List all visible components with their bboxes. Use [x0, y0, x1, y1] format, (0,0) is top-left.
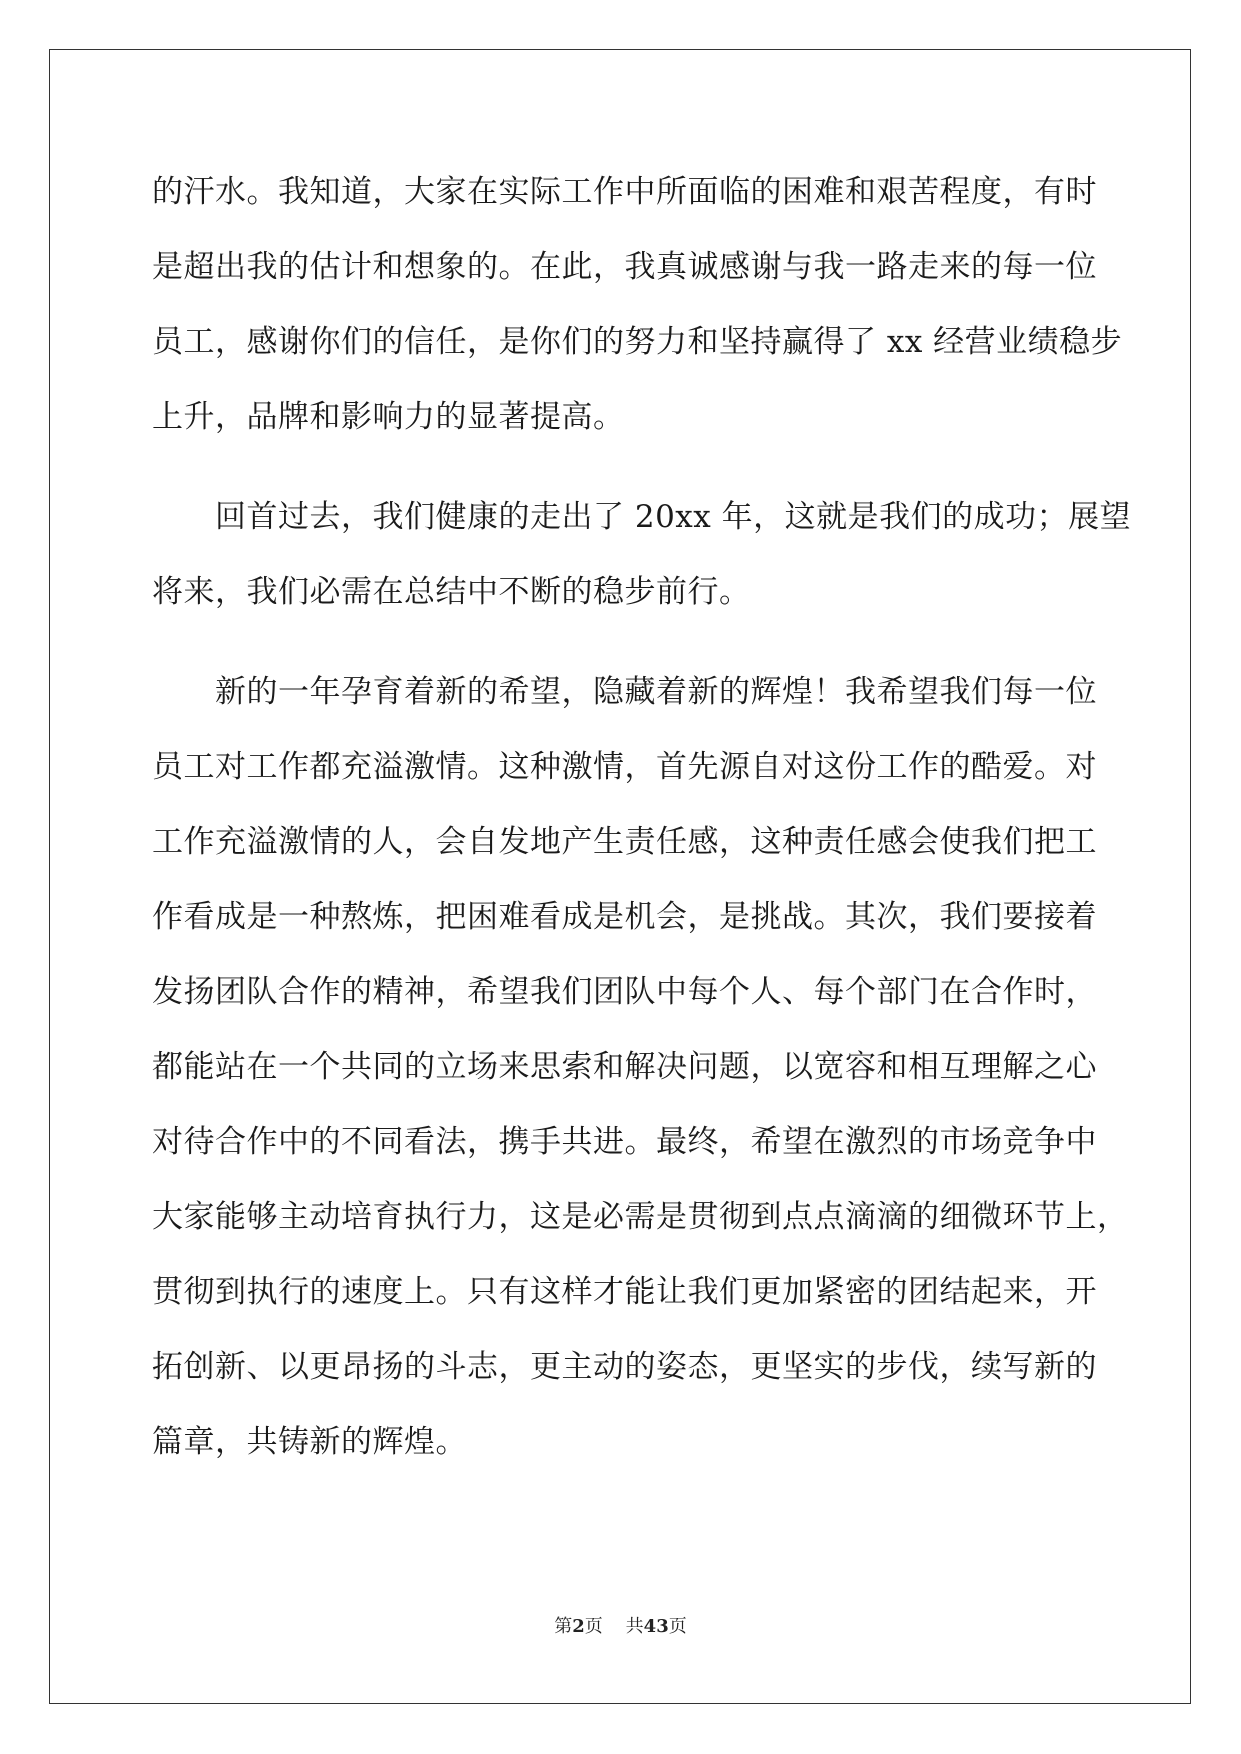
paragraph-3-line-10: 拓创新、以更昂扬的斗志，更主动的姿态，更坚实的步伐，续写新的 [152, 1349, 1097, 1385]
paragraph-1-line-4: 上升，品牌和影响力的显著提高。 [152, 399, 625, 435]
paragraph-2-line-2: 将来，我们必需在总结中不断的稳步前行。 [152, 574, 751, 610]
total-prefix: 共 [625, 1616, 644, 1637]
page-footer [0, 1612, 1241, 1638]
paragraph-3-line-8: 大家能够主动培育执行力，这是必需是贯彻到点点滴滴的细微环节上， [152, 1199, 1129, 1235]
page-number: 2 [572, 1616, 585, 1637]
paragraph-3-line-5: 发扬团队合作的精神，希望我们团队中每个人、每个部门在合作时， [152, 974, 1097, 1010]
paragraph-1-line-2: 是超出我的估计和想象的。在此，我真诚感谢与我一路走来的每一位 [152, 249, 1097, 285]
paragraph-3-line-9: 贯彻到执行的速度上。只有这样才能让我们更加紧密的团结起来，开 [152, 1274, 1097, 1310]
page-prefix: 第 [554, 1616, 573, 1637]
total-suffix: 页 [668, 1616, 687, 1637]
paragraph-1-line-1: 的汗水。我知道，大家在实际工作中所面临的困难和艰苦程度，有时 [152, 174, 1097, 210]
paragraph-3-line-7: 对待合作中的不同看法，携手共进。最终，希望在激烈的市场竞争中 [152, 1124, 1097, 1160]
paragraph-2-line-1: 回首过去，我们健康的走出了 20xx 年，这就是我们的成功；展望 [215, 499, 1132, 535]
paragraph-3-line-4: 作看成是一种熬炼，把困难看成是机会，是挑战。其次，我们要接着 [152, 899, 1097, 935]
paragraph-3-line-6: 都能站在一个共同的立场来思索和解决问题，以宽容和相互理解之心 [152, 1049, 1097, 1085]
paragraph-3-line-11: 篇章，共铸新的辉煌。 [152, 1424, 467, 1460]
paragraph-3-line-2: 员工对工作都充溢激情。这种激情，首先源自对这份工作的酷爱。对 [152, 749, 1097, 785]
page-suffix: 页 [584, 1616, 603, 1637]
paragraph-3-line-1: 新的一年孕育着新的希望，隐藏着新的辉煌！我希望我们每一位 [215, 674, 1097, 710]
paragraph-1-line-3: 员工，感谢你们的信任，是你们的努力和坚持赢得了 xx 经营业绩稳步 [152, 324, 1123, 360]
total-pages: 43 [643, 1616, 669, 1637]
paragraph-3-line-3: 工作充溢激情的人，会自发地产生责任感，这种责任感会使我们把工 [152, 824, 1097, 860]
